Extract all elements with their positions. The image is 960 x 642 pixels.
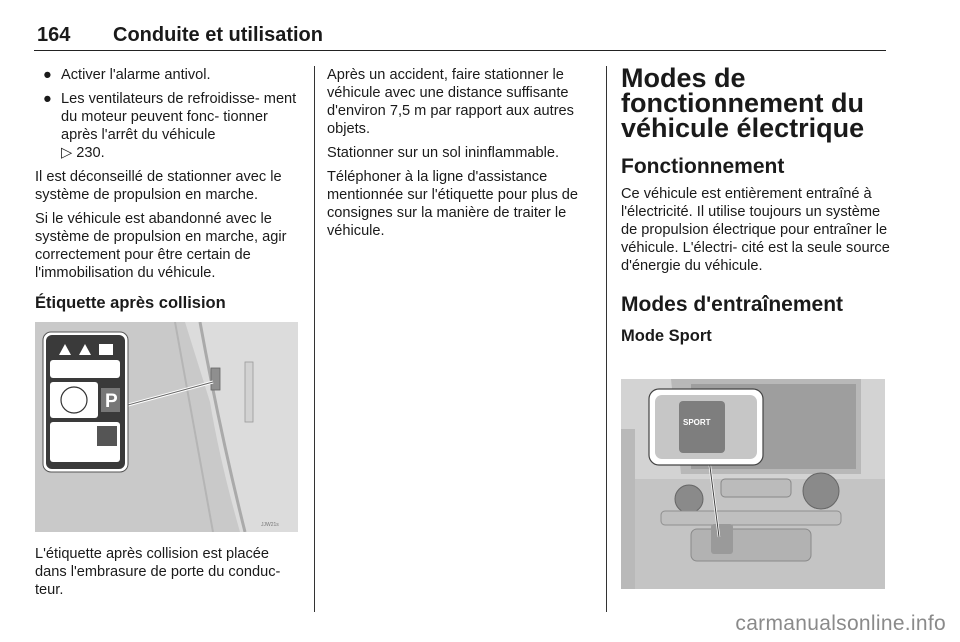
paragraph: Téléphoner à la ligne d'assistance mentionnée sur l'étiquette pour plus de consignes sur la manière de traiter le véhicule. — [327, 169, 579, 239]
header-rule — [34, 50, 886, 51]
figure-code: JJW21s — [261, 522, 279, 528]
svg-text:P: P — [105, 391, 118, 412]
chapter-title-line: Modes de — [621, 63, 746, 93]
figure-caption: L'étiquette après collision est placée dans l'embrasure de porte du conduc- teur. — [35, 546, 281, 598]
bullet-text-body: Les ventilateurs de refroidisse- ment du moteur peuvent fonc- tionner après l'arrêt du véhicule — [61, 91, 297, 143]
paragraph: Stationner sur un sol ininflammable. — [327, 145, 559, 161]
subsection-heading: Mode Sport — [621, 327, 712, 345]
figure-caption-block — [35, 545, 300, 605]
cross-ref-arrow-icon: ▷ — [61, 145, 73, 161]
crash-label-figure — [35, 322, 298, 532]
chapter-title-line: véhicule électrique — [621, 113, 865, 143]
chapter-title-line: fonctionnement du — [621, 88, 864, 118]
section-heading: Fonctionnement — [621, 155, 785, 178]
paragraph: Après un accident, faire stationner le véhicule avec une distance suffisante d'environ 7,5 m par rapport aux autres objets. — [327, 67, 574, 137]
column-divider-2 — [606, 66, 607, 612]
bullet-item — [35, 90, 300, 162]
subheading: Étiquette après collision — [35, 294, 226, 312]
bullet-text: Activer l'alarme antivol. — [61, 67, 211, 83]
paragraph: Si le véhicule est abandonné avec le système de propulsion en marche, agir correctement pour être certain de l'immobilisation du véhicule. — [35, 211, 287, 281]
column-2 — [327, 66, 595, 246]
section-heading: Modes d'entraînement — [621, 293, 844, 316]
sport-button-label: SPORT — [683, 418, 711, 427]
section-title: Conduite et utilisation — [113, 24, 323, 46]
bullet-dot: ● — [43, 91, 52, 107]
bullet-text — [61, 90, 300, 162]
sport-mode-figure — [621, 379, 885, 589]
paragraph: Il est déconseillé de stationner avec le système de propulsion en marche. — [35, 169, 282, 203]
column-3 — [621, 63, 891, 355]
paragraph: Ce véhicule est entièrement entraîné à l'électricité. Il utilise toujours un système de propulsion électrique pour entraîner le véhicule. L'électri- cité est la seule source d'énergie du véhicule. — [621, 186, 890, 274]
column-1 — [35, 66, 300, 322]
column-divider-1 — [314, 66, 315, 612]
page-number: 164 — [37, 24, 71, 46]
watermark: carmanualsonline.info — [735, 612, 946, 635]
page-reference-link[interactable]: 230. — [76, 145, 105, 161]
chapter-title — [621, 63, 891, 143]
bullet-dot: ● — [43, 67, 52, 83]
bullet-item — [35, 66, 300, 84]
